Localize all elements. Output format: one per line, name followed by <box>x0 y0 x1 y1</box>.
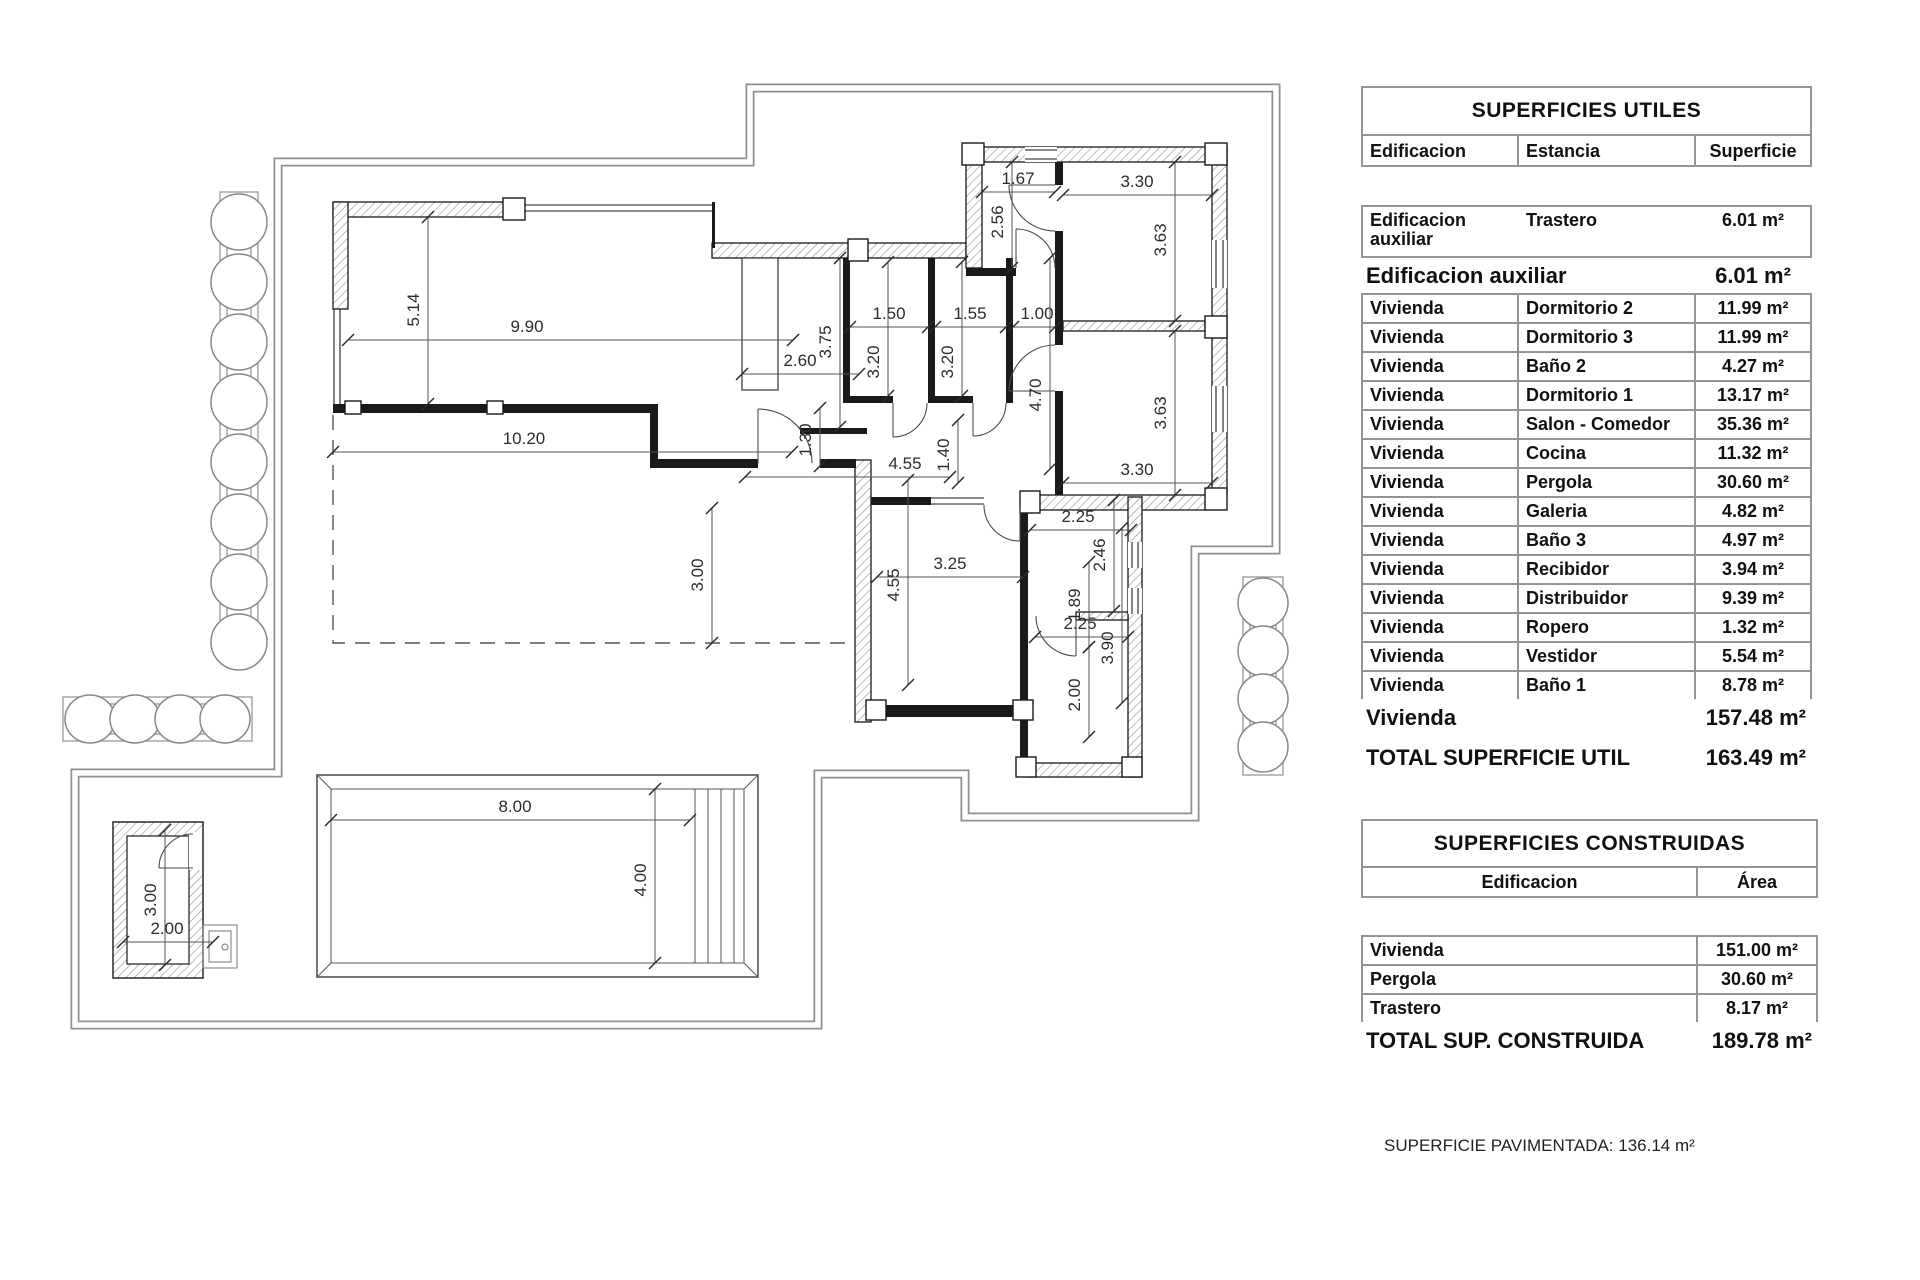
table-cell: 13.17 m² <box>1716 384 1790 405</box>
subtotal-value: 157.48 m² <box>1705 705 1806 730</box>
dimension <box>816 252 846 433</box>
table-cell: Ropero <box>1519 614 1696 641</box>
dimension-label: 1.00 <box>1020 304 1054 323</box>
dimension-label: 3.90 <box>1098 631 1117 665</box>
table-title: SUPERFICIES UTILES <box>1471 99 1702 122</box>
subtotal-label: Edificacion auxiliar <box>1366 262 1567 288</box>
dimension-label: 3.63 <box>1151 223 1170 257</box>
total-label: TOTAL SUP. CONSTRUIDA <box>1366 1028 1645 1053</box>
table-row <box>1363 995 1816 1022</box>
table-row <box>1363 643 1810 672</box>
dimension-label: 8.00 <box>498 797 532 816</box>
table-cell: Trastero <box>1363 995 1698 1022</box>
dimension-label: 2.25 <box>1061 507 1095 526</box>
dimension-label: 1.50 <box>872 304 906 323</box>
table-cell: Vivienda <box>1363 498 1519 525</box>
table-cell: Pergola <box>1519 469 1696 496</box>
table-row <box>1363 672 1810 699</box>
table-superficies-construidas-rows <box>1361 935 1818 1024</box>
dimension <box>1057 172 1218 201</box>
table-cell: Baño 3 <box>1519 527 1696 554</box>
table-cell: Vivienda <box>1363 411 1519 438</box>
table-cell: 35.36 m² <box>1716 413 1790 434</box>
table-cell: Recibidor <box>1519 556 1696 583</box>
table-cell: 4.82 m² <box>1721 500 1785 521</box>
table-row <box>1363 469 1810 498</box>
table-cell: 11.99 m² <box>1717 297 1789 318</box>
dimension <box>688 502 718 649</box>
dimension-label: 1.55 <box>953 304 987 323</box>
column-header-edificacion: Edificacion <box>1363 136 1519 167</box>
dimension <box>884 474 914 691</box>
pergola-dashed-outline <box>333 415 858 643</box>
paved-surface-note: SUPERFICIE PAVIMENTADA: 136.14 m² <box>1384 1136 1695 1155</box>
dimension-label: 3.63 <box>1151 396 1170 430</box>
dimension-label: 2.60 <box>783 351 817 370</box>
table-row <box>1363 295 1810 324</box>
dimension-label: 3.30 <box>1120 172 1154 191</box>
dimension-label: 2.25 <box>1063 614 1097 633</box>
table-cell: 11.99 m² <box>1717 326 1789 347</box>
total-superficie-util <box>1361 737 1812 779</box>
total-label: TOTAL SUPERFICIE UTIL <box>1366 745 1631 770</box>
table-row <box>1363 353 1810 382</box>
table-row <box>1363 498 1810 527</box>
dimension <box>404 211 434 410</box>
swimming-pool <box>317 775 758 977</box>
table-cell: 151.00 m² <box>1715 939 1799 960</box>
table-superficies-utiles-rows <box>1361 293 1812 701</box>
table-cell: Vivienda <box>1363 614 1519 641</box>
table-cell: 6.01 m² <box>1721 210 1785 230</box>
table-cell: 30.60 m² <box>1720 968 1794 989</box>
table-cell: 4.27 m² <box>1721 355 1785 376</box>
table-cell: Vivienda <box>1363 382 1519 409</box>
pillars <box>345 143 1227 777</box>
table-title: SUPERFICIES CONSTRUIDAS <box>1433 831 1746 855</box>
house-walls-hatched <box>333 147 1227 777</box>
trees-right <box>1238 578 1288 772</box>
table-row <box>1363 585 1810 614</box>
table-cell: 11.32 m² <box>1717 442 1789 463</box>
dimension-label: 4.00 <box>631 863 650 897</box>
dimension <box>739 454 956 483</box>
dimension <box>938 256 968 402</box>
table-cell: Vivienda <box>1363 324 1519 351</box>
total-value: 189.78 m² <box>1711 1028 1812 1053</box>
table-row-edificacion-auxiliar <box>1361 205 1812 258</box>
table-cell: Cocina <box>1519 440 1696 467</box>
total-value: 163.49 m² <box>1705 745 1806 770</box>
dimension-label: 3.20 <box>938 345 957 379</box>
table-row <box>1363 324 1810 353</box>
table-row <box>1363 614 1810 643</box>
column-header-estancia: Estancia <box>1519 136 1696 167</box>
dimension <box>864 256 894 402</box>
dimension-label: 1.67 <box>1001 169 1035 188</box>
dimension <box>929 304 1012 333</box>
dimension-label: 5.14 <box>404 293 423 327</box>
subtotal-edificacion-auxiliar <box>1361 258 1812 293</box>
dimension-label: 1.89 <box>1065 588 1084 622</box>
dimension <box>1151 156 1181 327</box>
dimension-label: 2.56 <box>988 205 1007 239</box>
table-cell: 8.78 m² <box>1721 674 1785 695</box>
dimension-label: 1.30 <box>796 423 815 457</box>
dimension <box>1057 460 1218 489</box>
dimension <box>1007 304 1061 333</box>
column-header-superficie: Superficie <box>1709 140 1797 161</box>
dimension-label: 3.20 <box>864 345 883 379</box>
dimension <box>327 429 798 458</box>
subtotal-label: Vivienda <box>1366 705 1457 730</box>
table-cell: 30.60 m² <box>1716 471 1790 492</box>
dimension-label: 3.75 <box>816 325 835 359</box>
table-row <box>1363 556 1810 585</box>
table-cell: Vivienda <box>1363 353 1519 380</box>
trastero-building <box>113 822 237 978</box>
dimension-label: 4.55 <box>888 454 922 473</box>
table-cell: Vivienda <box>1363 643 1519 670</box>
table-cell: Vivienda <box>1363 585 1519 612</box>
table-cell: 5.54 m² <box>1721 645 1785 666</box>
dimension <box>1026 252 1056 475</box>
table-cell: Baño 1 <box>1519 672 1696 699</box>
table-cell: Trastero <box>1526 210 1598 230</box>
table-cell: Vivienda <box>1363 556 1519 583</box>
dimension-label: 2.46 <box>1090 538 1109 572</box>
table-cell: Vivienda <box>1363 672 1519 699</box>
table-cell: Edificacion auxiliar <box>1370 210 1467 250</box>
table-cell: 1.32 m² <box>1721 616 1785 637</box>
subtotal-value: 6.01 m² <box>1715 262 1791 288</box>
table-cell: Dormitorio 3 <box>1519 324 1696 351</box>
kitchen-counter <box>742 258 778 390</box>
table-cell: Vivienda <box>1363 937 1698 964</box>
dimension-label: 2.00 <box>1065 678 1084 712</box>
trees-bottom-left <box>65 695 250 743</box>
dimension-label: 4.55 <box>884 568 903 602</box>
table-cell: Vestidor <box>1519 643 1696 670</box>
subtotal-vivienda <box>1361 699 1812 737</box>
dimension <box>1024 507 1137 536</box>
table-cell: Dormitorio 1 <box>1519 382 1696 409</box>
table-superficies-construidas-header <box>1361 819 1818 898</box>
table-row <box>1363 440 1810 469</box>
total-superficie-construida <box>1361 1022 1818 1060</box>
dimension-label: 3.00 <box>141 883 160 917</box>
table-row <box>1363 411 1810 440</box>
table-cell: 4.97 m² <box>1721 529 1785 550</box>
column-header-edificacion: Edificacion <box>1363 868 1698 898</box>
column-header-area: Área <box>1736 872 1778 893</box>
table-cell: Salon - Comedor <box>1519 411 1696 438</box>
table-cell: Vivienda <box>1363 295 1519 322</box>
dimension <box>1065 641 1095 743</box>
table-cell: 3.94 m² <box>1721 558 1785 579</box>
table-cell: Dormitorio 2 <box>1519 295 1696 322</box>
table-cell: 9.39 m² <box>1721 587 1785 608</box>
dimension-label: 4.70 <box>1026 378 1045 412</box>
table-row <box>1363 937 1816 966</box>
table-cell: 8.17 m² <box>1725 997 1789 1018</box>
dimension <box>1151 325 1181 501</box>
dimension-label: 9.90 <box>510 317 544 336</box>
dimension-label: 3.30 <box>1120 460 1154 479</box>
dimension-label: 3.00 <box>688 558 707 592</box>
dimension-label: 2.00 <box>150 919 184 938</box>
table-row <box>1363 527 1810 556</box>
dimension-label: 10.20 <box>502 429 546 448</box>
table-cell: Distribuidor <box>1519 585 1696 612</box>
table-superficies-utiles-header <box>1361 86 1812 167</box>
dimension <box>976 169 1061 198</box>
dimension <box>844 304 934 333</box>
trastero-door-gap <box>189 832 202 870</box>
table-cell: Vivienda <box>1363 440 1519 467</box>
table-cell: Galeria <box>1519 498 1696 525</box>
dimension-label: 3.25 <box>933 554 967 573</box>
table-cell: Vivienda <box>1363 469 1519 496</box>
table-cell: Pergola <box>1363 966 1698 993</box>
table-cell: Baño 2 <box>1519 353 1696 380</box>
table-cell: Vivienda <box>1363 527 1519 554</box>
dimension-label: 1.40 <box>934 438 953 472</box>
table-row <box>1363 382 1810 411</box>
table-row <box>1363 966 1816 995</box>
